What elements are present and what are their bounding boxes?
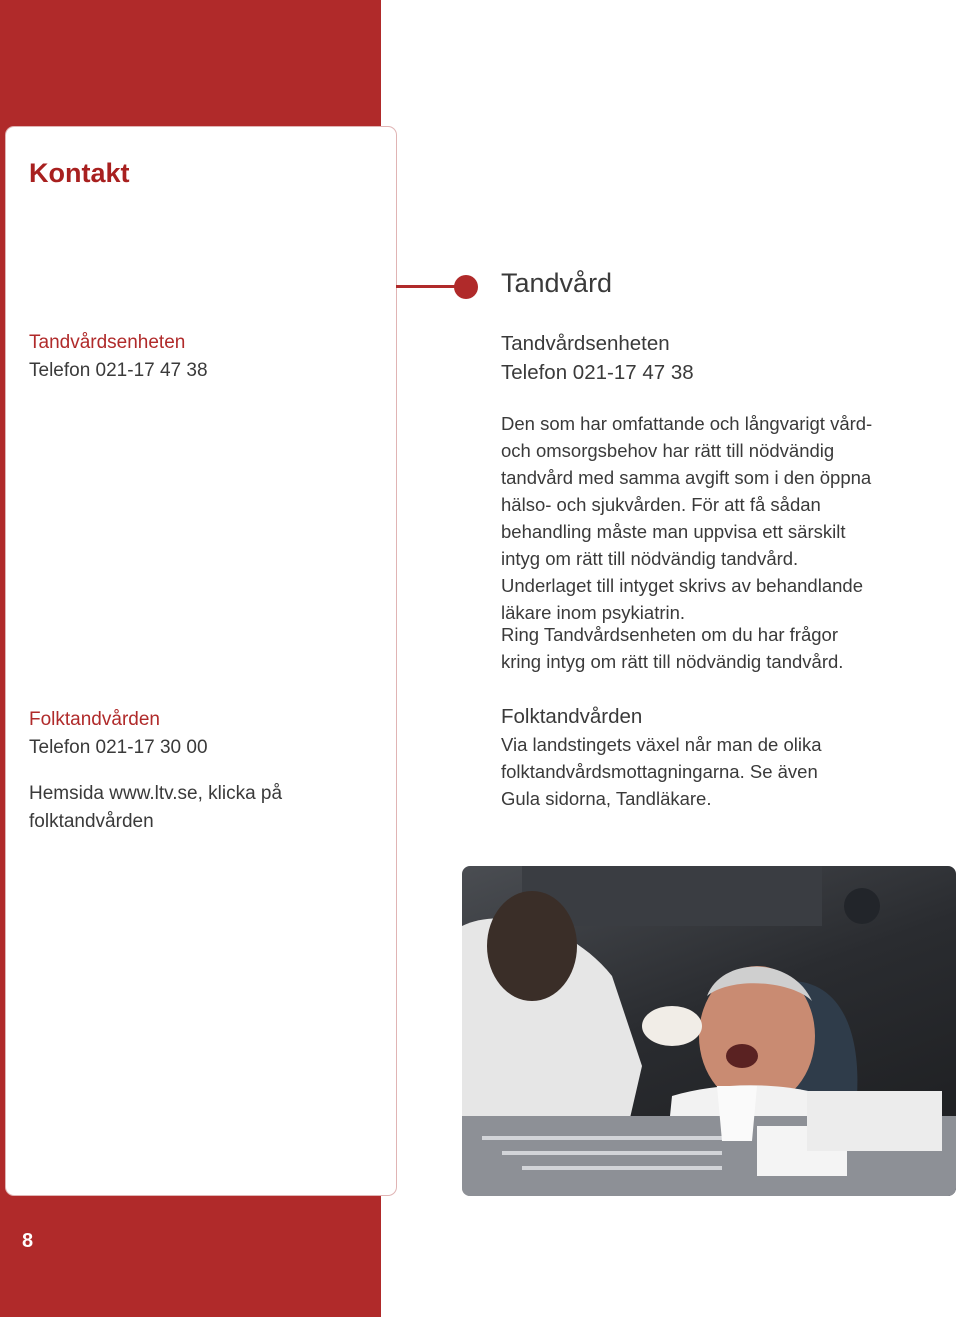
dentist-photo bbox=[462, 866, 956, 1196]
sidebar-tandvard-name: Tandvårdsenheten bbox=[29, 332, 186, 353]
sidebar-folktandvarden-name: Folktandvården bbox=[29, 709, 160, 730]
page-number: 8 bbox=[22, 1230, 34, 1252]
folktandvarden-heading: Folktandvården bbox=[501, 705, 643, 728]
cotton-box bbox=[807, 1091, 942, 1151]
sidebar-title: Kontakt bbox=[29, 158, 130, 188]
contact-paragraph bbox=[501, 621, 871, 675]
sidebar-tandvard-phone: Telefon 021-17 47 38 bbox=[29, 360, 208, 381]
contact-panel bbox=[6, 127, 396, 1195]
patient-mouth bbox=[726, 1044, 758, 1068]
gloved-hand bbox=[642, 1006, 702, 1046]
dentist-hair bbox=[487, 891, 577, 1001]
section-title: Tandvård bbox=[501, 268, 613, 298]
tandvard-unit-name: Tandvårdsenheten bbox=[501, 332, 670, 355]
sidebar-folktandvarden-web-cont: folktandvården bbox=[29, 811, 154, 832]
instrument bbox=[502, 1151, 722, 1155]
sidebar-folktandvarden-web: Hemsida www.ltv.se, klicka på bbox=[29, 783, 283, 804]
info-paragraph-text: Den som har omfattande och långvarigt vård- och omsorgsbehov har rätt till nödvändig tandvård med samma avgift som i den öppna hälso- och sjukvården. För att få sådan behandling måste man uppvisa ett särskilt intyg om rätt till nödvändig tandvård. Underlaget till intyget skrivs av behandlande läkare inom psykiatrin. bbox=[501, 413, 873, 623]
paper-cup bbox=[717, 1086, 757, 1141]
sidebar-tandvard-contact bbox=[29, 329, 208, 385]
instrument bbox=[522, 1166, 722, 1170]
sidebar-folktandvarden-contact bbox=[29, 706, 282, 836]
info-paragraph bbox=[501, 410, 876, 626]
sidebar-folktandvarden-phone: Telefon 021-17 30 00 bbox=[29, 737, 208, 758]
contact-paragraph-text: Ring Tandvårdsenheten om du har frågor kring intyg om rätt till nödvändig tandvård. bbox=[501, 624, 844, 672]
folktandvarden-text: Via landstingets växel når man de olika folktandvårdsmottagningarna. Se även Gula sidorna, Tandläkare. bbox=[501, 734, 822, 809]
tandvard-unit bbox=[501, 329, 941, 387]
instrument bbox=[482, 1136, 722, 1140]
folktandvarden-section bbox=[501, 702, 846, 812]
tandvard-unit-phone: Telefon 021-17 47 38 bbox=[501, 361, 694, 384]
dentist-photo-illustration bbox=[462, 866, 956, 1196]
section-connector-dot bbox=[454, 275, 478, 299]
dental-lamp-head bbox=[844, 888, 880, 924]
section-connector-line bbox=[396, 285, 456, 288]
